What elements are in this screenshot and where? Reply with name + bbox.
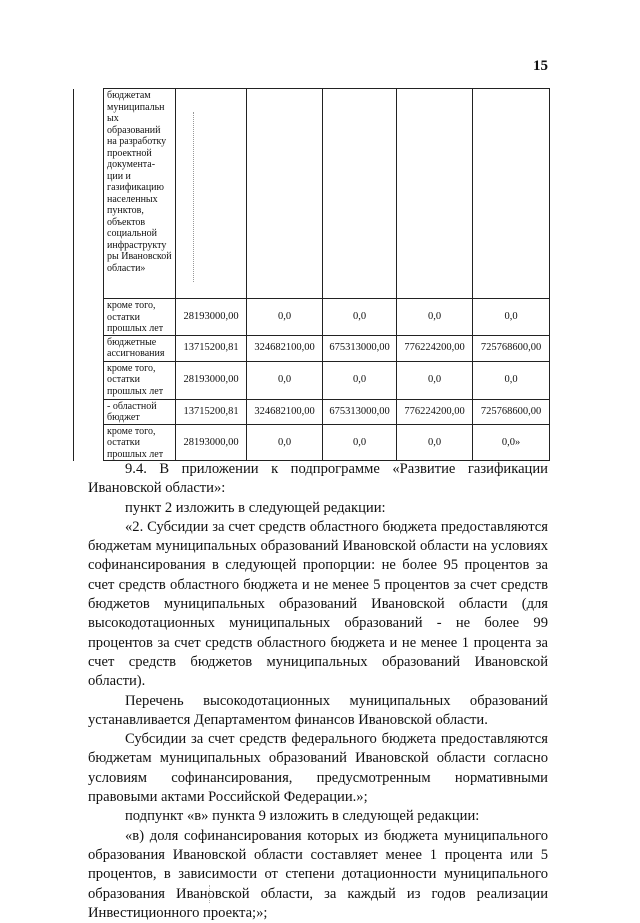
value-cell: 28193000,00	[176, 424, 247, 461]
table-row	[74, 361, 550, 399]
value-cell: 13715200,81	[176, 399, 247, 424]
budget-table	[73, 88, 550, 461]
value-cell	[473, 89, 550, 299]
value-cell: 0,0	[323, 299, 397, 336]
row-label: бюджетам муниципальн ых образований на разработку проектной документа- ции и газификацию населенных пунктов, объектов социальной инфраструкту ры Ивановской области»	[104, 89, 176, 299]
table-row	[74, 424, 550, 461]
value-cell: 28193000,00	[176, 361, 247, 399]
value-cell: 324682100,00	[247, 335, 323, 361]
value-cell: 0,0	[247, 361, 323, 399]
value-cell	[176, 89, 247, 299]
paragraph-federal-subsidies: Субсидии за счет средств федерального бюджета предоставляются бюджетам муниципальных образований Ивановской области согласно условиям софинансирования, предусмотренным нормативными правовыми актами Российской Федерации.»;	[88, 731, 548, 806]
table-row	[74, 89, 550, 299]
value-cell: 0,0	[247, 299, 323, 336]
paragraph-subitem-v-text: «в) доля софинансирования которых из бюджета муниципального образования Ивановской области составляет менее 1 процента или 5 процентов, в зависимости от степени дотационности муниципального образования Ивановской области, за каждый из годов реализации Инвестиционного проекта;»;	[88, 827, 548, 921]
table-row	[74, 299, 550, 336]
value-cell	[397, 89, 473, 299]
page-number: 15	[533, 58, 548, 74]
table-row	[74, 399, 550, 424]
row-label: кроме того, остатки прошлых лет	[104, 424, 176, 461]
value-cell	[247, 89, 323, 299]
value-cell: 0,0	[397, 361, 473, 399]
paragraph-item-2-text: «2. Субсидии за счет средств областного бюджета предоставляются бюджетам муниципальных образований Ивановской области на условиях софинансирования в следующей пропорции: не более 95 процентов за счет средств областного бюджета и не менее 5 процентов за счет средств бюджетов муниципальных образований Ивановской области (для высокодотационных муниципальных образований - не более 99 процентов за счет средств областного бюджета и не менее 1 процента за счет средств бюджетов муниципальных образований Ивановской области).	[88, 518, 548, 690]
scan-artifact	[193, 112, 194, 282]
value-cell: 725768600,00	[473, 399, 550, 424]
paragraph-subitem-v-intro: подпункт «в» пункта 9 изложить в следующей редакции:	[125, 808, 480, 825]
scan-artifact	[209, 885, 210, 903]
value-cell: 675313000,00	[323, 335, 397, 361]
value-cell: 776224200,00	[397, 399, 473, 424]
paragraph-list-text: Перечень высокодотационных муниципальных образований устанавливается Департаментом финансов Ивановской области.	[88, 692, 548, 728]
value-cell: 0,0	[397, 424, 473, 461]
document-body	[88, 460, 548, 923]
value-cell: 0,0»	[473, 424, 550, 461]
value-cell: 13715200,81	[176, 335, 247, 361]
value-cell: 776224200,00	[397, 335, 473, 361]
table-row	[74, 335, 550, 361]
value-cell: 0,0	[473, 361, 550, 399]
value-cell: 0,0	[473, 299, 550, 336]
value-cell: 0,0	[247, 424, 323, 461]
value-cell: 0,0	[397, 299, 473, 336]
value-cell	[323, 89, 397, 299]
value-cell: 0,0	[323, 424, 397, 461]
value-cell: 725768600,00	[473, 335, 550, 361]
row-label: бюджетные ассигнования	[104, 335, 176, 361]
value-cell: 0,0	[323, 361, 397, 399]
value-cell: 28193000,00	[176, 299, 247, 336]
empty-column-cell	[74, 89, 104, 461]
row-label: кроме того, остатки прошлых лет	[104, 361, 176, 399]
row-label: - областной бюджет	[104, 399, 176, 424]
paragraph-item-2-intro: пункт 2 изложить в следующей редакции:	[125, 499, 386, 516]
value-cell: 324682100,00	[247, 399, 323, 424]
value-cell: 675313000,00	[323, 399, 397, 424]
paragraph-9-4: 9.4. В приложении к подпрограмме «Развитие газификации Ивановской области»:	[88, 461, 548, 497]
row-label: кроме того, остатки прошлых лет	[104, 299, 176, 336]
